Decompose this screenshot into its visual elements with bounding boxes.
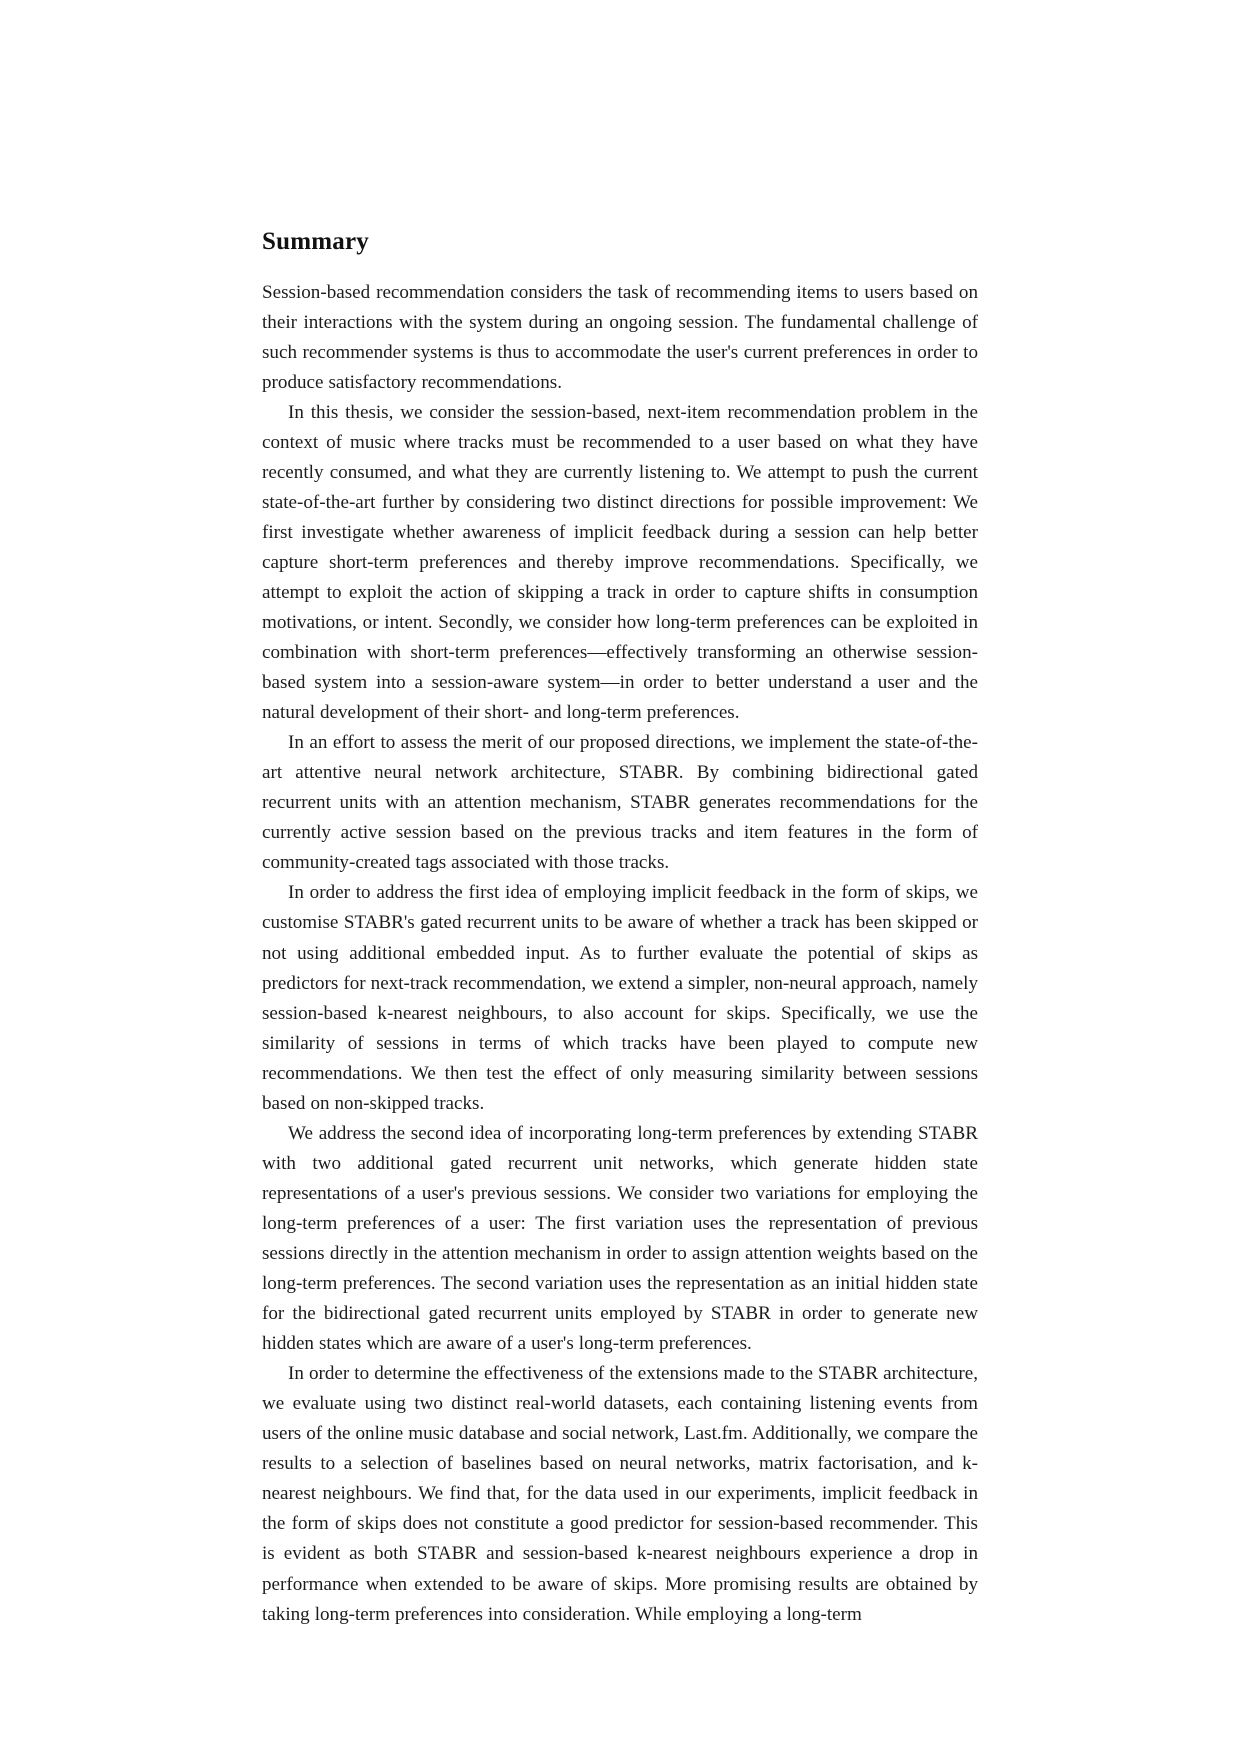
- paragraph-5: We address the second idea of incorporating long-term preferences by extending STABR with two additional gated recurrent unit networks, which generate hidden state representations of a user's previous sessions. We consider two variations for employing the long-term preferences of a user: The first variation uses the representation of previous sessions directly in the attention mechanism in order to assign attention weights based on the long-term preferences. The second variation uses the representation as an initial hidden state for the bidirectional gated recurrent units employed by STABR in order to generate new hidden states which are aware of a user's long-term preferences.: [262, 1122, 978, 1355]
- page-title: Summary: [262, 228, 369, 255]
- paragraph-6: In order to determine the effectiveness of the extensions made to the STABR architecture, we evaluate using two distinct real-world datasets, each containing listening events from users of the online music database and social network, Last.fm. Additionally, we compare the results to a selection of baselines based on neural networks, matrix factorisation, and k-nearest neighbours. We find that, for the data used in our experiments, implicit feedback in the form of skips does not constitute a good predictor for session-based recommender. This is evident as both STABR and session-based k-nearest neighbours experience a drop in performance when extended to be aware of skips. More promising results are obtained by taking long-term preferences into consideration. While employing a long-term: [262, 1363, 978, 1625]
- paragraph-4: In order to address the first idea of employing implicit feedback in the form of skips, we customise STABR's gated recurrent units to be aware of whether a track has been skipped or not using additional embedded input. As to further evaluate the potential of skips as predictors for next-track recommendation, we extend a simpler, non-neural approach, namely session-based k-nearest neighbours, to also account for skips. Specifically, we use the similarity of sessions in terms of which tracks have been played to compute new recommendations. We then test the effect of only measuring similarity between sessions based on non-skipped tracks.: [262, 882, 978, 1114]
- paragraph-3: In an effort to assess the merit of our proposed directions, we implement the state-of-the-art attentive neural network architecture, STABR. By combining bidirectional gated recurrent units with an attention mechanism, STABR generates recommendations for the currently active session based on the previous tracks and item features in the form of community-created tags associated with those tracks.: [262, 732, 978, 874]
- paragraph-2: In this thesis, we consider the session-based, next-item recommendation problem in the context of music where tracks must be recommended to a user based on what they have recently consumed, and what they are currently listening to. We attempt to push the current state-of-the-art further by considering two distinct directions for possible improvement: We first investigate whether awareness of implicit feedback during a session can help better capture short-term preferences and thereby improve recommendations. Specifically, we attempt to exploit the action of skipping a track in order to capture shifts in consumption motivations, or intent. Secondly, we consider how long-term preferences can be exploited in combination with short-term preferences—effectively transforming an otherwise session-based system into a session-aware system—in order to better understand a user and the natural development of their short- and long-term preferences.: [262, 401, 978, 724]
- paragraph-1: Session-based recommendation considers the task of recommending items to users based on their interactions with the system during an ongoing session. The fundamental challenge of such recommender systems is thus to accommodate the user's current preferences in order to produce satisfactory recommendations.: [262, 281, 978, 393]
- page-content: [262, 228, 978, 1630]
